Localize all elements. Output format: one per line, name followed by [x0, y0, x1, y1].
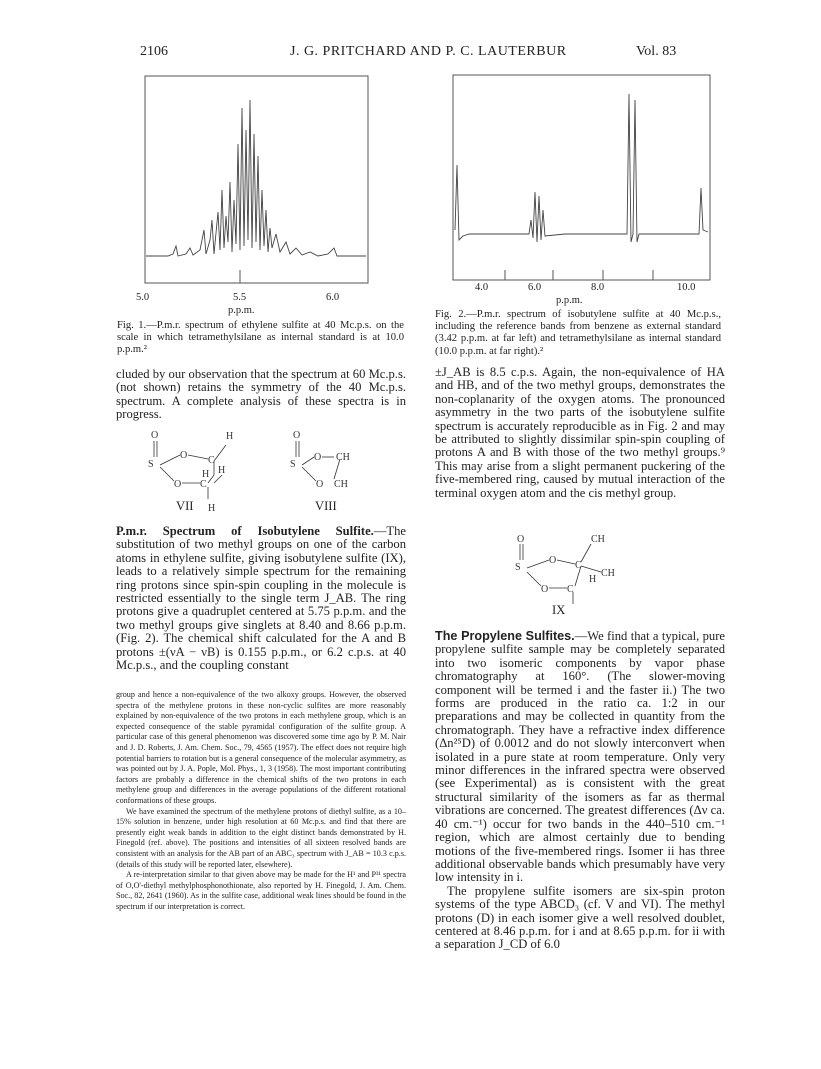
svg-text:CH: CH: [591, 534, 605, 545]
svg-text:H: H: [208, 503, 216, 514]
figure1-caption: Fig. 1.—P.m.r. spectrum of ethylene sulfite at 40 Mc.p.s. on the scale in which tetramethylsilane as internal standard is at 10.0 p.p.m.²: [117, 320, 404, 356]
footnote-2: We have examined the spectrum of the methylene protons of diethyl sulfite, as a 10–15% solution in benzene, under high resolution at 60 Mc.p.s. and find that there are presently eight weak bands in addition to the eight distinct bands demonstrated by H. Finegold (ref. above). The positions and intensities of all sixteen resolved bands are consistent with an analysis for the AB part of an ABC₃ spectrum with J_AB = 10.3 c.p.s. (details of this study will be reported later, elsewhere).: [116, 806, 406, 869]
figure2-caption: Fig. 2.—P.m.r. spectrum of isobutylene sulfite at 40 Mc.p.s., including the reference bands from benzene as external standard (3.42 p.p.m. at far left) and tetramethylsilane as internal standard (10.0 p.p.m. at far right).²: [435, 309, 721, 357]
svg-text:O: O: [180, 450, 188, 461]
figure2-tick-4: 10.0: [677, 282, 696, 293]
svg-text:S: S: [148, 459, 154, 470]
figure1-spectrum: [130, 70, 390, 310]
figure2-trace: [455, 94, 708, 242]
section-heading-isobutylene: P.m.r. Spectrum of Isobutylene Sulfite.: [116, 524, 374, 538]
figure2-frame: [453, 75, 710, 280]
svg-text:H: H: [218, 465, 226, 476]
figure2-tick-1: 4.0: [475, 282, 489, 293]
section-body-isobutylene: —The substitution of two methyl groups on one of the carbon atoms in ethylene sulfite, giving isobutylene sulfite (IX), leads to a relatively simple spectrum for the remaining ring protons since spin-spin coupling in the molecule is restricted essentially to the single term J_AB. The ring protons give a quadruplet centered at 5.75 p.p.m. and the two methyl groups give singlets at 8.40 and 8.66 p.p.m. (Fig. 2). The chemical shift calculated for the A and B protons ±(νA − νB) is 0.155 p.p.m., or 6.2 c.p.s. at 40 Mc.p.s., and the coupling constant: [116, 524, 406, 673]
figure1-trace: [146, 100, 366, 256]
svg-text:C: C: [575, 560, 582, 571]
footnote-3: A re-interpretation similar to that given above may be made for the H¹ and P³¹ spectra of O,O'-diethyl methylphosphonothionate, also reported by H. Finegold, J. Am. Chem. Soc., 82, 2641 (1960). As in the sulfite case, additional weak lines should be found in the spectrum if our interpretation is correct.: [116, 870, 406, 911]
svg-text:S: S: [290, 459, 296, 470]
figure1-tick-2: 5.5: [233, 292, 247, 303]
svg-text:S: S: [515, 562, 521, 573]
svg-text:CH: CH: [334, 479, 348, 490]
svg-text:O: O: [316, 479, 324, 490]
figure2-axis-unit: p.p.m.: [556, 295, 583, 306]
figure2-spectrum: [445, 70, 715, 290]
volume-label: Vol. 83: [636, 44, 677, 59]
structure-viii-label: VIII: [315, 499, 337, 513]
figure2-tick-3: 8.0: [591, 282, 605, 293]
svg-text:O: O: [314, 452, 322, 463]
figure1-tick-3: 6.0: [326, 292, 340, 303]
svg-text:O: O: [541, 584, 549, 595]
svg-text:CH: CH: [336, 452, 350, 463]
running-head-authors: J. G. PRITCHARD AND P. C. LAUTERBUR: [290, 44, 567, 59]
footnotes: [116, 690, 406, 912]
left-section: [116, 525, 406, 672]
footnote-1: group and hence a non-equivalence of the two alkoxy groups. However, the observed spectra of the methylene protons in these non-cyclic sulfites are more reasonably explained by non-equivalence of the two protons in each methylene group, which is an expected consequence of the stable pyramidal configuration of the sulfite group. A particular case of this general phenomenon was discovered some time ago by P. M. Nair and J. D. Roberts, J. Am. Chem. Soc., 79, 4565 (1957). The effect does not require high potential barriers to rotation but is a general consequence of the molecular asymmetry, as was pointed out by J. A. Pople, Mol. Phys., 1, 3 (1958). The most important contributing factors are probably a difference in the chemical shifts of the two protons in each methylene group and differences in the average populations of the different rotational conformations of these groups.: [116, 690, 406, 805]
figure1-tick-1: 5.0: [136, 292, 150, 303]
figure1-frame: [145, 76, 368, 283]
page-number: 2106: [140, 44, 168, 59]
svg-text:H: H: [226, 431, 234, 442]
svg-text:C: C: [567, 584, 574, 595]
section-body-propylene: —We find that a typical, pure propylene sulfite sample may be completely separated into two isomeric components by vapor phase chromatography at 160°. (The slower-moving component will be termed i and the faster ii.) The two forms are produced in the ratio ca. 1:2 in our preparations and may be collected in quantity from the chromatograph. They have a refractive index difference (Δn²⁵D) of 0.0012 and do not slowly interconvert when isolated in a pure state at room temperature. Only very minor differences in the infrared spectra were observed (see Experimental) as is consistent with the great structural similarity of the isomers as far as thermal vibrations are concerned. The greatest differences (Δν ca. 40 cm.⁻¹) occur for two bands in the 440–510 cm.⁻¹ region, which are almost certainly due to bending motions of the five-membered rings. Isomer ii has three additional observable bands which presumably have very low intensity in i.: [435, 629, 725, 885]
right-section: [435, 630, 725, 952]
structure-vii-label: VII: [176, 499, 194, 513]
svg-text:O: O: [174, 479, 182, 490]
structures-vii-viii: [130, 425, 390, 515]
figure1-axis-unit: p.p.m.: [228, 305, 255, 316]
structure-ix-label: IX: [552, 603, 566, 617]
structure-ix: [505, 530, 665, 615]
svg-text:C: C: [200, 479, 207, 490]
svg-text:O: O: [549, 555, 557, 566]
figure2-tick-2: 6.0: [528, 282, 542, 293]
right-para-1: ±J_AB is 8.5 c.p.s. Again, the non-equivalence of HA and HB, and of the two methyl groups, demonstrates the non-coplanarity of the oxygen atoms. The pronounced asymmetry in the two parts of the isobutylene sulfite spectrum is accurately reproducible as in Fig. 2 and may be attributed to slightly dissimilar spin-spin coupling of protons A and B with those of the two methyl groups.⁹ This may arise from a slight permanent puckering of the five-membered ring, caused by mutual interaction of the terminal oxygen atom and the cis methyl group.: [435, 365, 725, 500]
left-para-1: cluded by our observation that the spectrum at 60 Mc.p.s. (not shown) retains the symmetry of the 40 Mc.p.s. spectrum. A complete analysis of these spectra is in progress.: [116, 367, 406, 422]
svg-text:O: O: [517, 534, 525, 545]
svg-text:CH: CH: [601, 568, 615, 579]
svg-text:H: H: [589, 574, 597, 585]
svg-text:C: C: [208, 455, 215, 466]
svg-text:O: O: [293, 430, 301, 441]
svg-text:O: O: [151, 430, 159, 441]
right-para-3: The propylene sulfite isomers are six-spin proton systems of the type ABCD₃ (cf. V and VI). The methyl protons (D) in each isomer give a well resolved doublet, centered at 8.46 p.p.m. for i and at 8.65 p.p.m. for ii with a separation J_CD of 6.0: [435, 883, 725, 952]
svg-text:H: H: [202, 469, 210, 480]
section-heading-propylene: The Propylene Sulfites.: [435, 629, 575, 643]
